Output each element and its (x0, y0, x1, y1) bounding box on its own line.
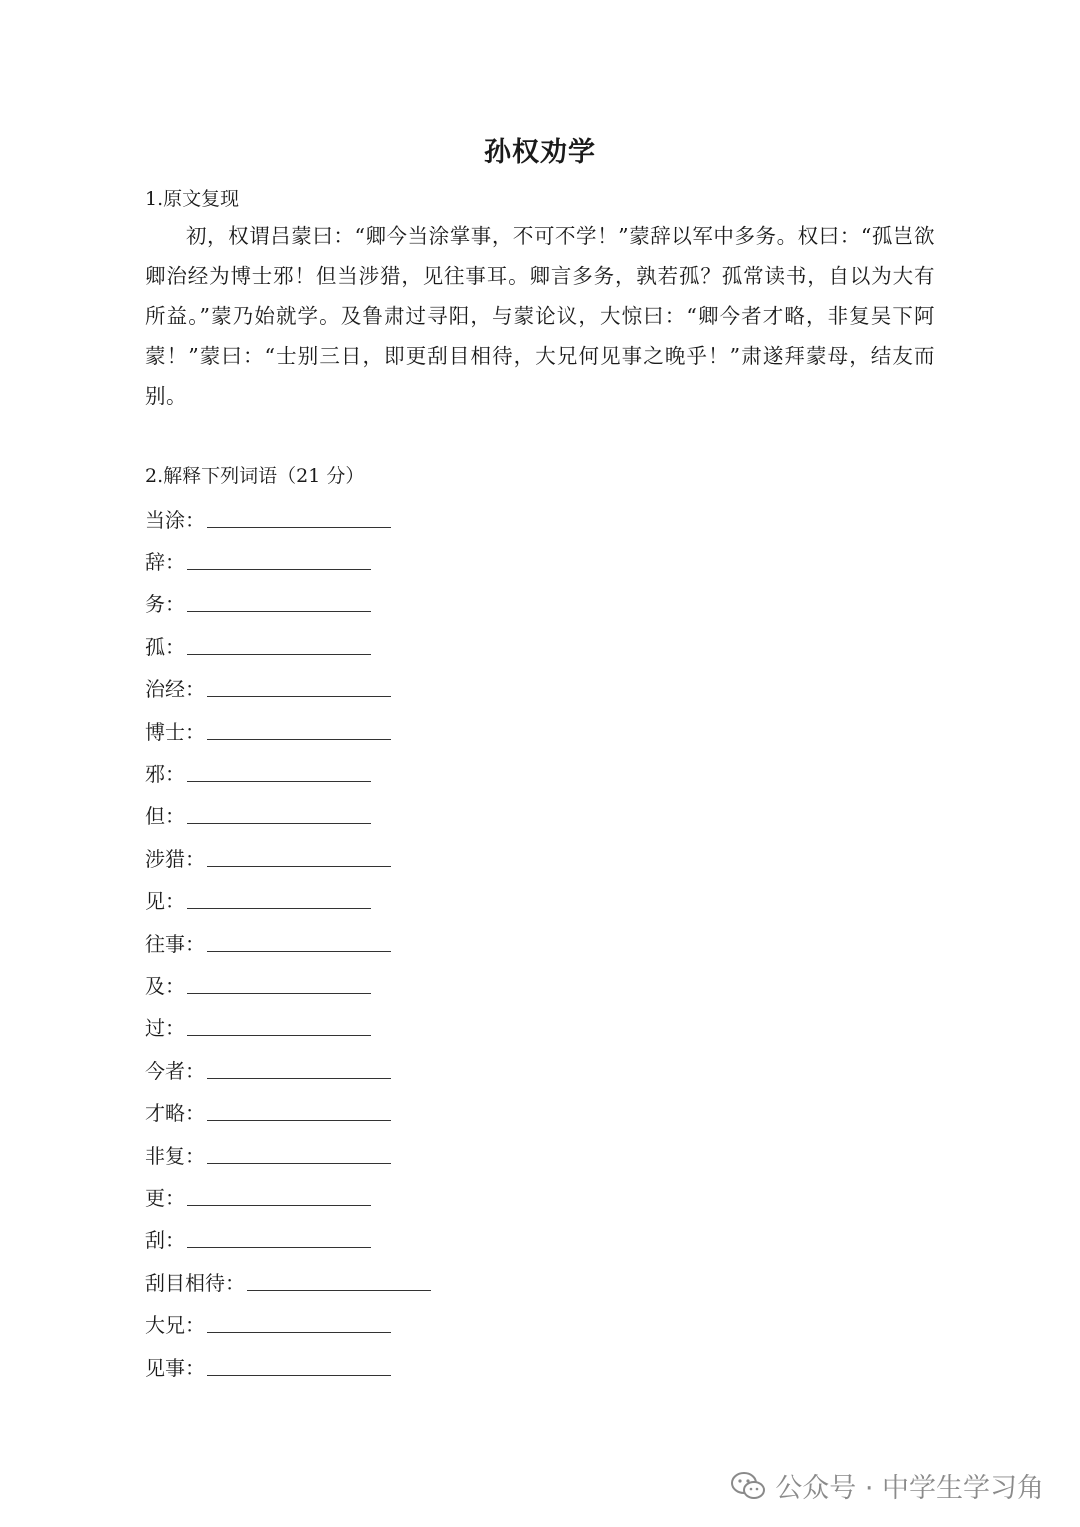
answer-blank[interactable] (207, 509, 391, 528)
vocab-item (145, 1175, 431, 1217)
answer-blank[interactable] (187, 763, 371, 782)
answer-blank[interactable] (207, 1357, 391, 1376)
vocab-item (145, 709, 431, 751)
vocab-item (145, 539, 431, 581)
answer-blank[interactable] (187, 593, 371, 612)
answer-blank[interactable] (187, 1017, 371, 1036)
vocab-term: 务： (145, 592, 185, 617)
vocabulary-list (145, 497, 431, 1387)
answer-blank[interactable] (187, 975, 371, 994)
vocab-term: 辞： (145, 550, 185, 575)
answer-blank[interactable] (247, 1272, 431, 1291)
vocab-term: 见事： (145, 1355, 205, 1380)
vocab-term: 更： (145, 1185, 185, 1210)
vocab-item (145, 624, 431, 666)
vocab-term: 但： (145, 804, 185, 829)
vocab-item (145, 582, 431, 624)
vocab-term: 当涂： (145, 507, 205, 532)
vocab-item (145, 497, 431, 539)
answer-blank[interactable] (207, 721, 391, 740)
vocab-term: 见： (145, 889, 185, 914)
vocab-term: 治经： (145, 677, 205, 702)
vocab-item (145, 1345, 431, 1387)
vocab-term: 才略： (145, 1101, 205, 1126)
answer-blank[interactable] (207, 1102, 391, 1121)
answer-blank[interactable] (207, 1060, 391, 1079)
vocab-term: 大兄： (145, 1313, 205, 1338)
watermark-text: 公众号 · 中学生学习角 (775, 1473, 1044, 1504)
section-2-heading: 2.解释下列词语（21 分） (145, 465, 365, 487)
vocab-item (145, 963, 431, 1005)
vocab-term: 博士： (145, 719, 205, 744)
answer-blank[interactable] (207, 1145, 391, 1164)
vocab-term: 过： (145, 1016, 185, 1041)
vocab-item (145, 751, 431, 793)
vocab-item (145, 1090, 431, 1132)
vocab-item (145, 921, 431, 963)
vocab-term: 孤： (145, 634, 185, 659)
vocab-term: 刮： (145, 1228, 185, 1253)
answer-blank[interactable] (187, 636, 371, 655)
section-1-heading: 1.原文复现 (145, 188, 240, 210)
original-passage: 初，权谓吕蒙曰：“卿今当涂掌事，不可不学！”蒙辞以军中多务。权曰：“孤岂欲卿治经为博士邪！但当涉猎，见往事耳。卿言多务，孰若孤？孤常读书，自以为大有所益。”蒙乃始就学。及鲁肃过寻阳，与蒙论议，大惊曰：“卿今者才略，非复吴下阿蒙！”蒙曰：“士别三日，即更刮目相待，大兄何见事之晚乎！”肃遂拜蒙母，结友而别。 (145, 224, 935, 408)
vocab-item (145, 794, 431, 836)
vocab-item (145, 1218, 431, 1260)
vocab-term: 涉猎： (145, 846, 205, 871)
vocab-item (145, 1006, 431, 1048)
watermark (731, 1466, 1044, 1505)
vocab-term: 往事： (145, 931, 205, 956)
answer-blank[interactable] (187, 551, 371, 570)
vocab-item (145, 836, 431, 878)
page-title: 孙权劝学 (484, 137, 596, 168)
vocab-item (145, 1260, 431, 1302)
vocab-item (145, 1133, 431, 1175)
vocab-term: 今者： (145, 1058, 205, 1083)
answer-blank[interactable] (207, 678, 391, 697)
vocab-item (145, 1048, 431, 1090)
vocab-term: 邪： (145, 762, 185, 787)
wechat-icon (731, 1471, 765, 1501)
answer-blank[interactable] (207, 848, 391, 867)
vocab-item (145, 1302, 431, 1344)
answer-blank[interactable] (187, 1229, 371, 1248)
answer-blank[interactable] (187, 805, 371, 824)
answer-blank[interactable] (207, 1314, 391, 1333)
vocab-item (145, 879, 431, 921)
vocab-term: 及： (145, 973, 185, 998)
vocab-term: 刮目相待： (145, 1270, 245, 1295)
answer-blank[interactable] (187, 890, 371, 909)
answer-blank[interactable] (207, 933, 391, 952)
vocab-term: 非复： (145, 1143, 205, 1168)
answer-blank[interactable] (187, 1187, 371, 1206)
vocab-item (145, 667, 431, 709)
